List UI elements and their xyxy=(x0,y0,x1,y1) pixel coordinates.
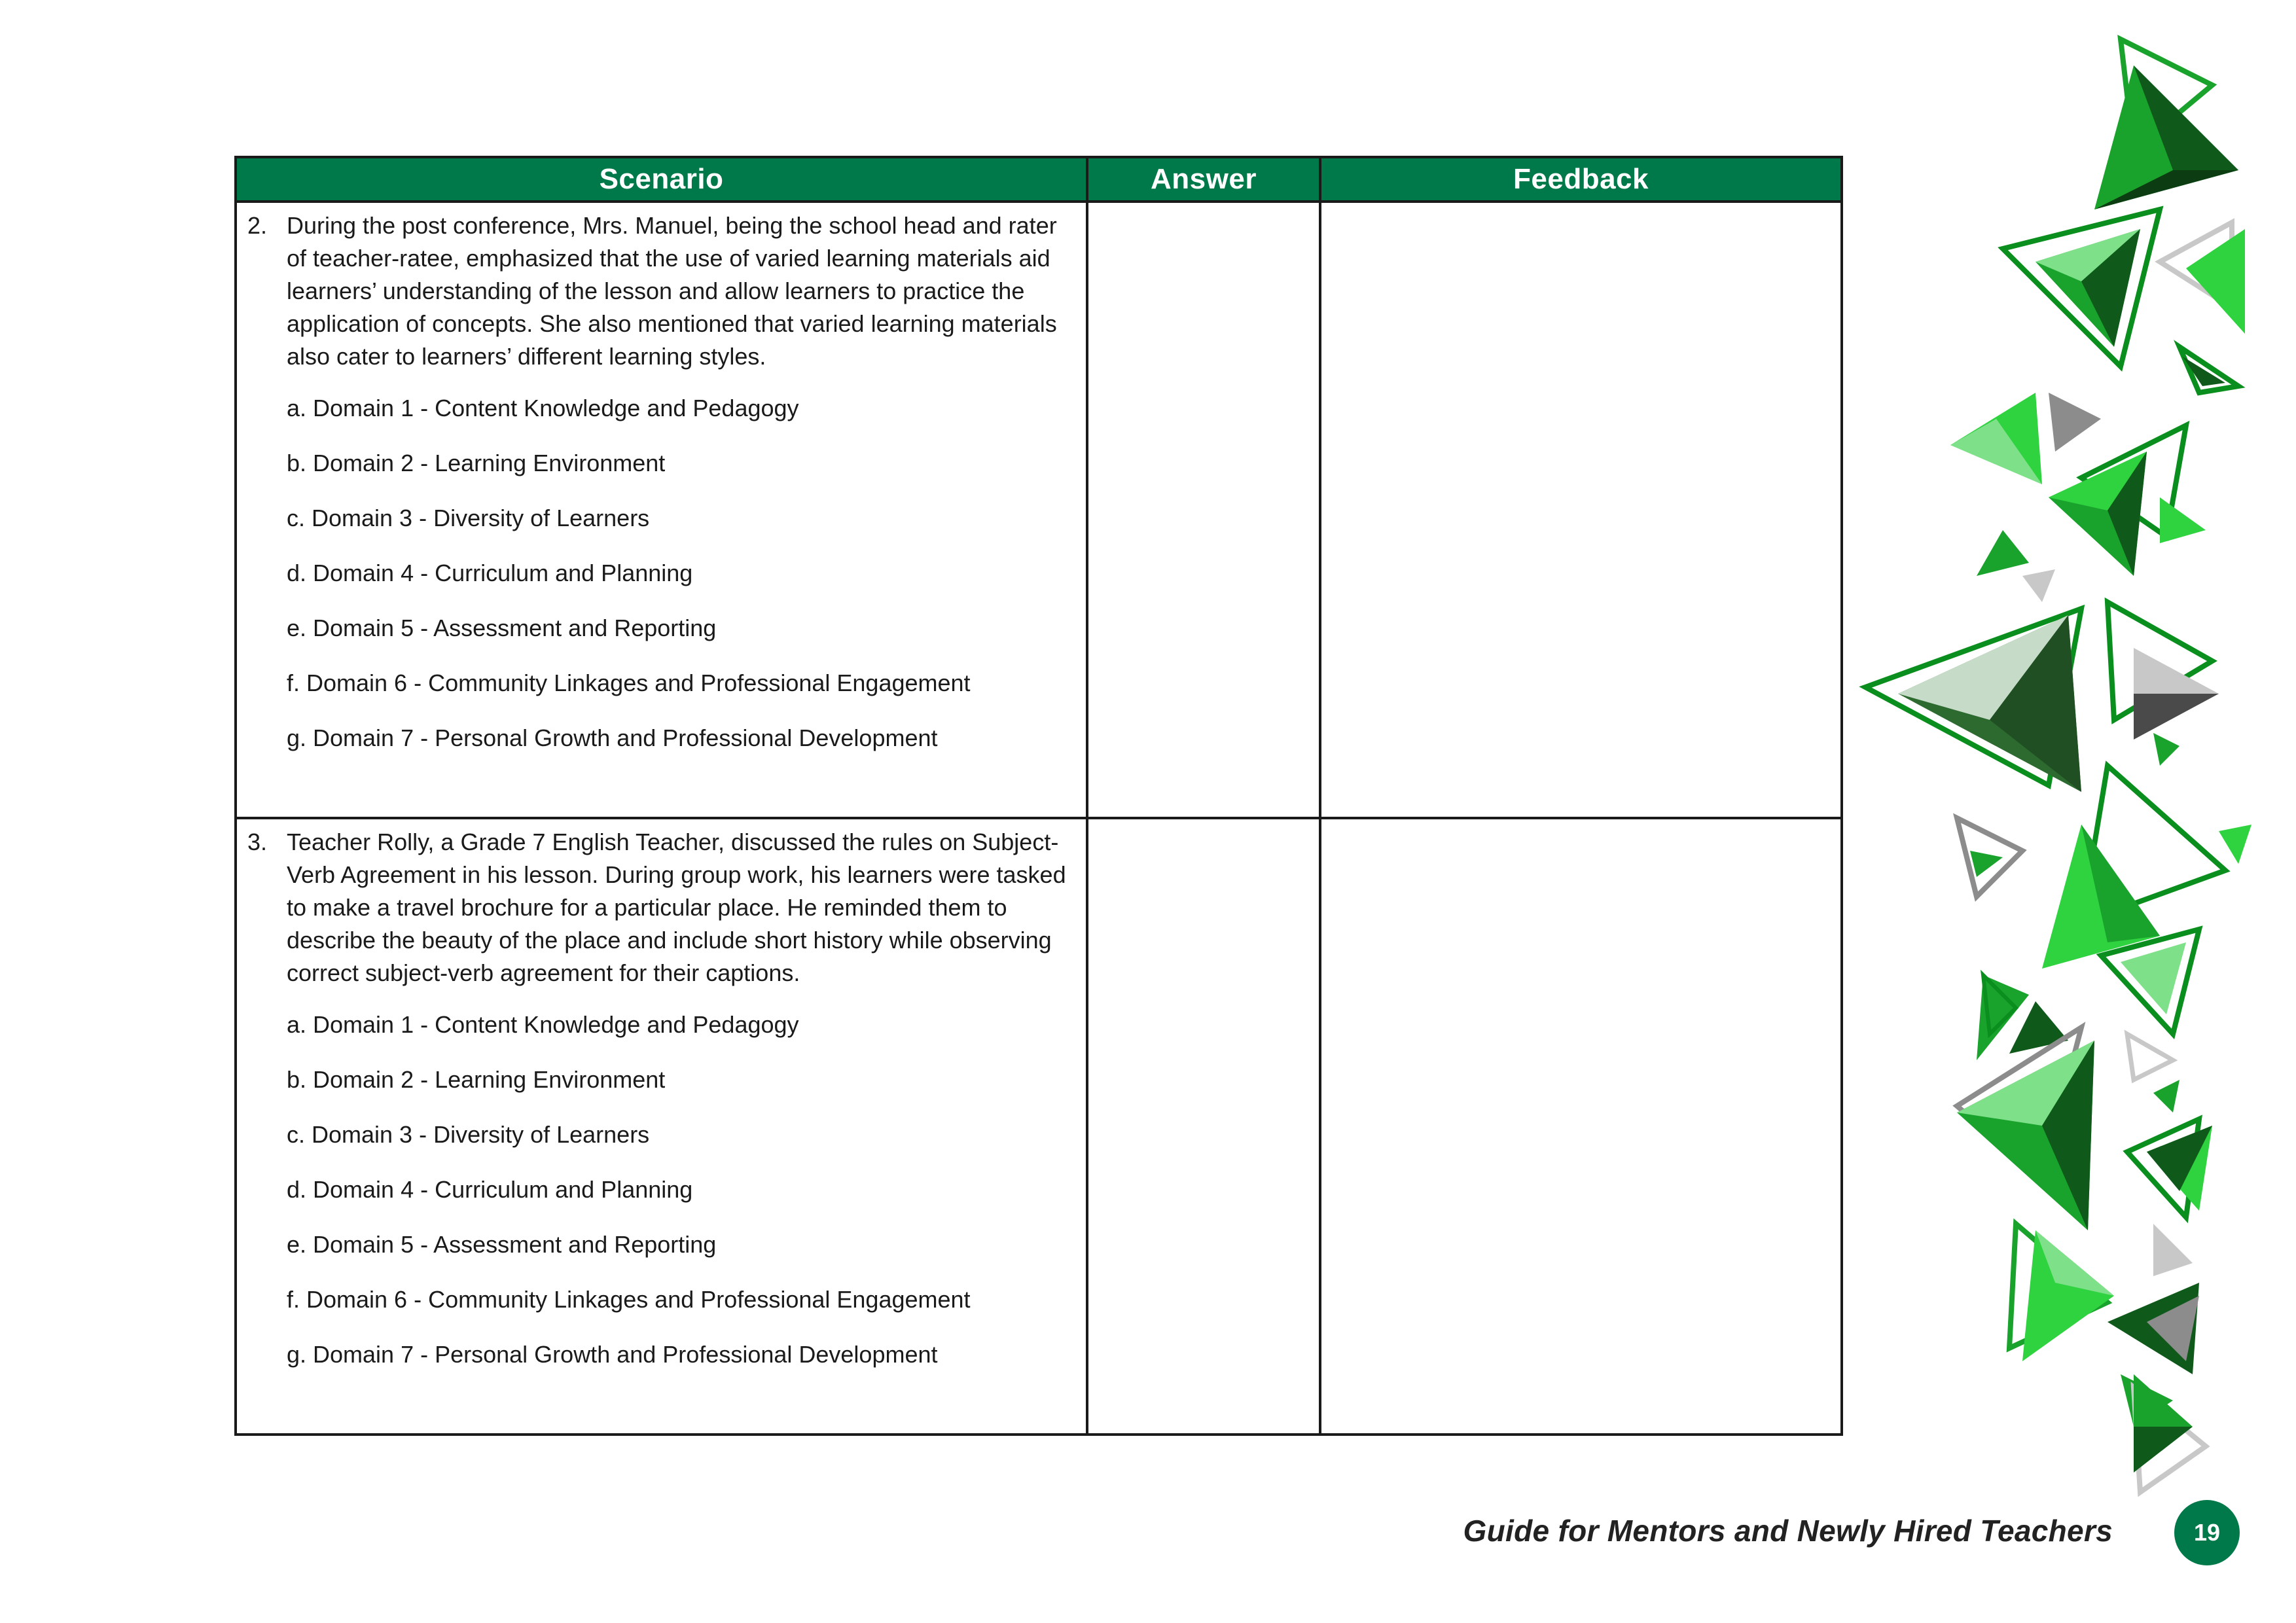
scenario-number: 2. xyxy=(247,212,268,239)
answer-cell[interactable] xyxy=(1087,202,1320,818)
option-item: c. Domain 3 - Diversity of Learners xyxy=(287,1121,650,1148)
option-item: d. Domain 4 - Curriculum and Planning xyxy=(287,1176,693,1203)
option-item: f. Domain 6 - Community Linkages and Professional Engagement xyxy=(287,669,971,696)
feedback-cell[interactable] xyxy=(1320,202,1842,818)
scenario-text: During the post conference, Mrs. Manuel, being the school head and rater of teacher-ratee, emphasized that the use of varied learning materials aid learners’ understanding of the lesson and allow learners to practice the application of concepts. She also mentioned that varied learning materials also cater to learners’ different learning styles. xyxy=(287,212,1057,370)
scenario-item xyxy=(247,826,1073,990)
option-item: g. Domain 7 - Personal Growth and Professional Development xyxy=(287,724,938,751)
header-feedback: Feedback xyxy=(1320,157,1842,202)
option-item: e. Domain 5 - Assessment and Reporting xyxy=(287,1231,717,1258)
option-item: f. Domain 6 - Community Linkages and Professional Engagement xyxy=(287,1286,971,1313)
option-list xyxy=(287,394,1073,753)
option-item: c. Domain 3 - Diversity of Learners xyxy=(287,505,650,531)
scenario-cell xyxy=(236,202,1087,818)
triangle-cluster-top xyxy=(2003,39,2245,393)
triangle-cluster-bottom xyxy=(2009,1224,2206,1492)
table-header-row xyxy=(236,157,1842,202)
scenario-text: Teacher Rolly, a Grade 7 English Teacher, discussed the rules on Subject-Verb Agreement in his lesson. During group work, his learners were tasked to make a travel brochure for a particular place. He reminded them to describe the beauty of the place and include short history while observing correct subject-verb agreement for their captions. xyxy=(287,829,1066,986)
option-item: b. Domain 2 - Learning Environment xyxy=(287,1066,666,1093)
scenario-number: 3. xyxy=(247,829,268,855)
table-row xyxy=(236,202,1842,818)
header-answer: Answer xyxy=(1087,157,1320,202)
header-scenario: Scenario xyxy=(236,157,1087,202)
table-row xyxy=(236,818,1842,1435)
scenario-table xyxy=(234,156,1843,1436)
option-item: e. Domain 5 - Assessment and Reporting xyxy=(287,615,717,641)
option-item: a. Domain 1 - Content Knowledge and Pedagogy xyxy=(287,395,799,421)
triangle-cluster-mid xyxy=(1950,393,2206,602)
answer-cell[interactable] xyxy=(1087,818,1320,1435)
page-number-badge: 19 xyxy=(2174,1500,2240,1565)
scenario-cell xyxy=(236,818,1087,1435)
option-item: a. Domain 1 - Content Knowledge and Pedagogy xyxy=(287,1011,799,1038)
footer-title: Guide for Mentors and Newly Hired Teachers xyxy=(1463,1514,2113,1548)
feedback-cell[interactable] xyxy=(1320,818,1842,1435)
option-list xyxy=(287,1010,1073,1369)
triangle-cluster-center xyxy=(1865,602,2219,792)
option-item: g. Domain 7 - Personal Growth and Professional Development xyxy=(287,1341,938,1368)
decorative-triangles xyxy=(1846,0,2296,1623)
option-item: d. Domain 4 - Curriculum and Planning xyxy=(287,560,693,586)
triangle-cluster-lower xyxy=(1957,766,2251,1230)
scenario-item xyxy=(247,209,1073,373)
option-item: b. Domain 2 - Learning Environment xyxy=(287,450,666,476)
